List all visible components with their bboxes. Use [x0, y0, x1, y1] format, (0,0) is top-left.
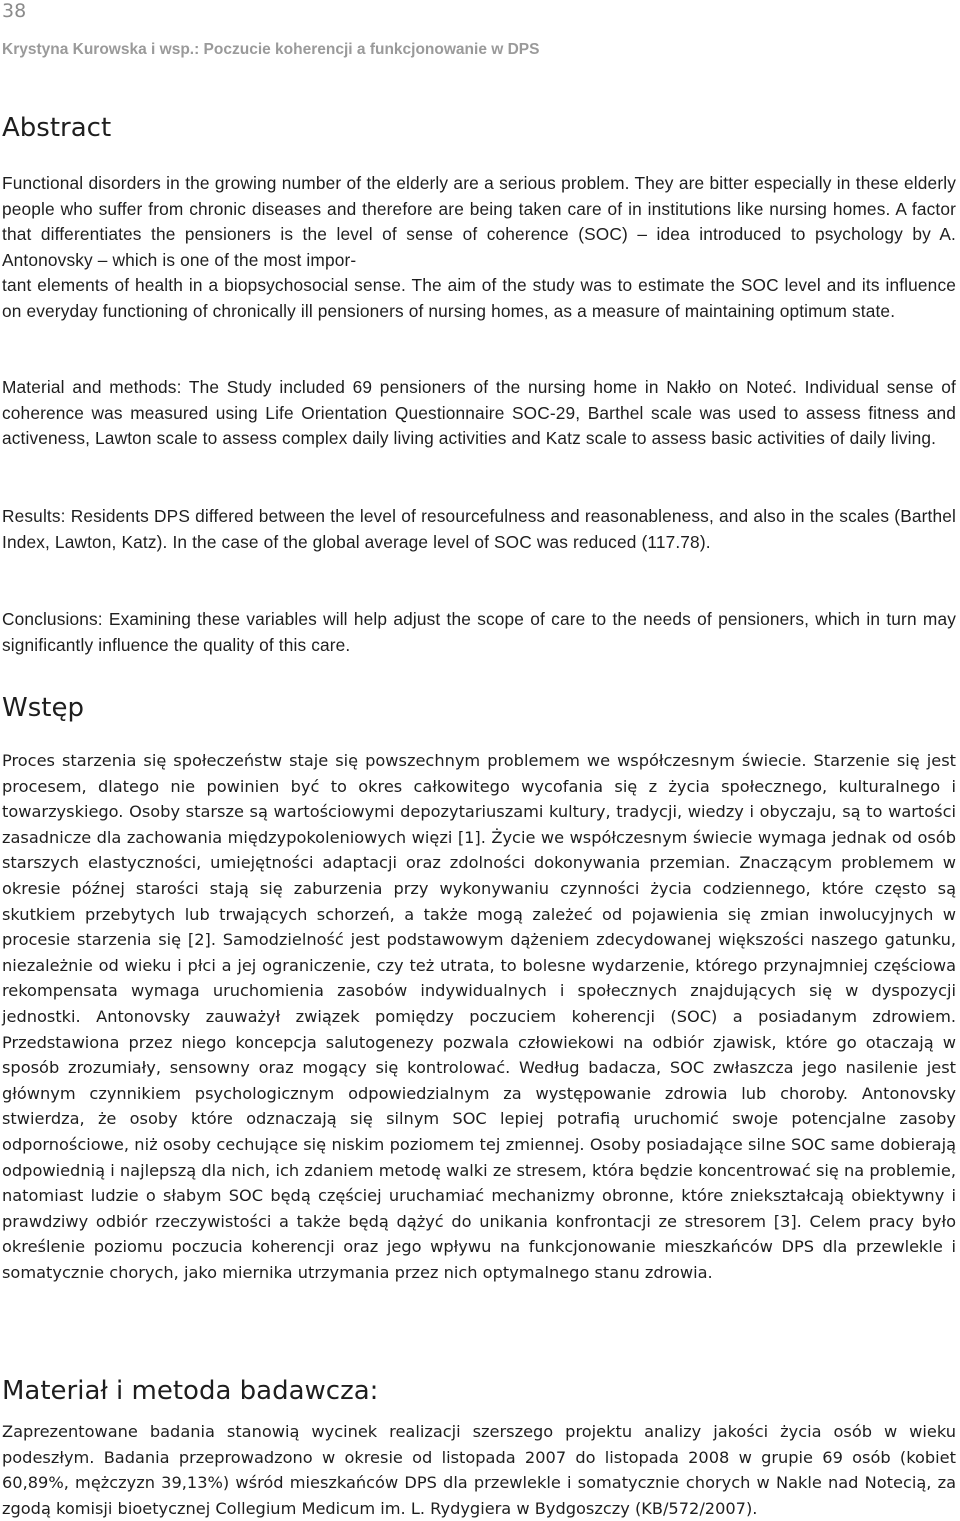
running-head: Krystyna Kurowska i wsp.: Poczucie koherencji a funkcjonowanie w DPS — [2, 41, 540, 58]
results-paragraph: Results: Residents DPS differed between the level of resourcefulness and reasonableness, and also in the scales (Barthel Index, Lawton, Katz). In the case of the global average level of SOC was reduced (117.78). — [2, 506, 956, 552]
abstract-heading: Abstract — [2, 113, 112, 143]
material-methods-paragraph: Material and methods: The Study included 69 pensioners of the nursing home in Nakło on Noteć. Individual sense of coherence was measured using Life Orientation Questionnaire SOC-29, Barthel scale was used to assess fitness and activeness, Lawton scale to assess complex daily living activities and Katz scale to assess basic activities of daily living. — [2, 377, 956, 449]
material-heading: Materiał i metoda badawcza: — [2, 1376, 379, 1406]
material-paragraph: Zaprezentowane badania stanowią wycinek realizacji szerszego projektu analizy jakości życia osób w wieku podeszłym. Badania przeprowadzono w okresie od listopada 2007 do listopada 2008 w grupie 69 osób (kobiet 60,89%, mężczyzn 39,13%) wśród mieszkańców DPS dla przewlekle i somatycznie chorych w Nakle nad Notecią, za zgodą komisji bioetycznej Collegium Medicum im. L. Rydygiera w Bydgoszczy (KB/572/2007). — [2, 1422, 956, 1518]
abstract-paragraph: Functional disorders in the growing number of the elderly are a serious problem. They are bitter especially in these elderly people who suffer from chronic diseases and therefore are being taken care of in institutions like nursing homes. A factor that differentiates the pensioners is the level of sense of coherence (SOC) – idea introduced to psychology by A. Antonovsky – which is one of the most impor- — [2, 173, 956, 271]
abstract-paragraph-cont: tant elements of health in a biopsychosocial sense. The aim of the study was to estimate the SOC level and its influence on everyday functioning of chronically ill pensioners of nursing homes, as a measure of maintaining optimum state. — [2, 275, 956, 321]
page-number: 38 — [2, 0, 27, 22]
conclusions-paragraph: Conclusions: Examining these variables will help adjust the scope of care to the needs of pensioners, which in turn may significantly influence the quality of this care. — [2, 609, 956, 655]
wstep-heading: Wstęp — [2, 693, 84, 723]
wstep-paragraph: Proces starzenia się społeczeństw staje się powszechnym problemem we współczesnym świecie. Starzenie się jest procesem, dlatego nie powinien być to okres całkowitego wycofania się z życia społecznego, kulturalnego i towarzyskiego. Osoby starsze są wartościowymi depozytariuszami kultury, tradycji, wiedzy i obyczaju, są to wartości zasadnicze dla zachowania międzypokoleniowych więzi [1]. Życie we współczesnym świecie wymaga jednak od osób starszych elastyczności, umiejętności adaptacji oraz zdolności dokonywania przemian. Znaczącym problemem w okresie późnej starości stają się zaburzenia przy wykonywaniu czynności życia codziennego, które często są skutkiem przebytych lub trwających schorzeń, a także mogą zależeć od pojawienia się zmian inwolucyjnych w procesie starzenia się [2]. Samodzielność jest podstawowym dążeniem zdecydowanej większości naszego gatunku, niezależnie od wieku i płci a jej ograniczenie, czy też utrata, to bolesne wydarzenie, którego przynajmniej częściowa rekompensata wymaga uruchomienia zasobów indywidualnych i społecznych znajdujących się w dyspozycji jednostki. Antonovsky zauważył związek pomiędzy poczuciem koherencji (SOC) a posiadanym zdrowiem. Przedstawiona przez niego koncepcja salutogenezy pozwala człowiekowi na odbiór zjawisk, które go otaczają w sposób zrozumiały, sensowny oraz mogący się kontrolować. Według badacza, SOC zwłaszcza jego nasilenie jest głównym czynnikiem psychologicznym odpowiedzialnym za występowanie zdrowia lub choroby. Antonovsky stwierdza, że osoby które odznaczają się silnym SOC lepiej potrafią uruchomić swoje potencjalne zasoby odpornościowe, niż osoby cechujące się niskim poziomem tej zmiennej. Osoby posiadające silne SOC same dobierają odpowiednią i najlepszą dla nich, ich zdaniem metodę walki ze stresem, która będzie koncentrować się na problemie, natomiast ludzie o słabym SOC będą częściej uruchamiać mechanizmy obronne, które zniekształcają obiektywny i prawdziwy odbiór rzeczywistości a także będą dążyć do unikania konfrontacji ze stresorem [3]. Celem pracy było określenie poziomu poczucia koherencji oraz jego wpływu na funkcjonowanie mieszkańców DPS dla przewlekle i somatycznie chorych, jako miernika utrzymania przez nich optymalnego stanu zdrowia. — [2, 751, 956, 1282]
